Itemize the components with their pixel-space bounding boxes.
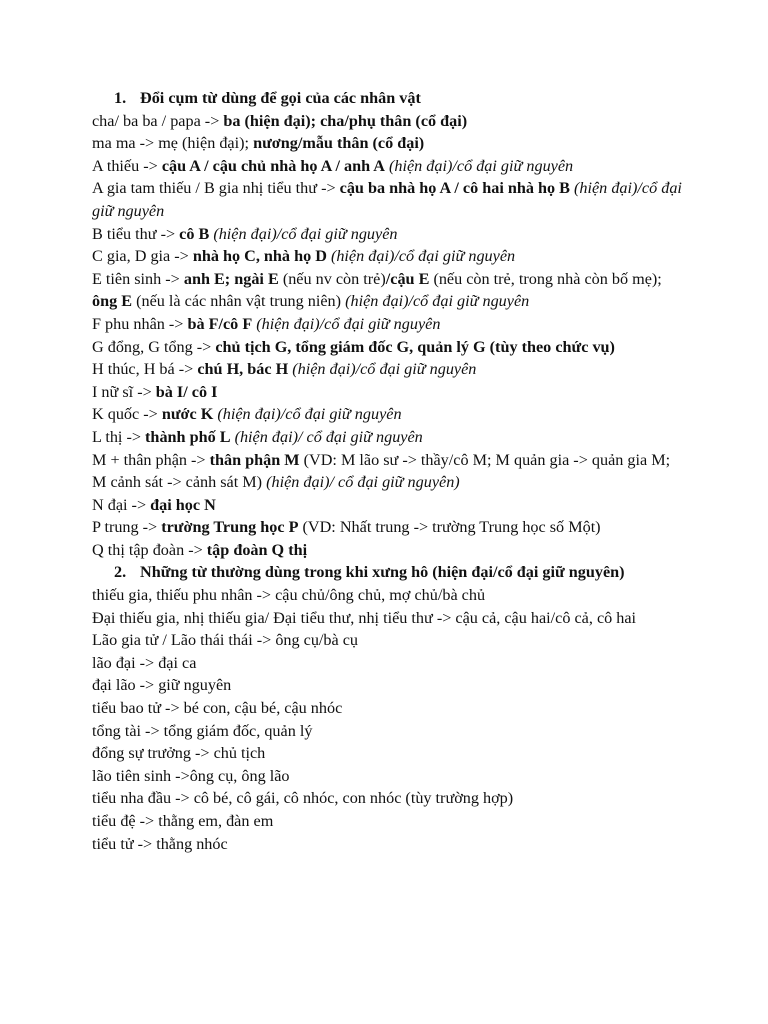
bold-text: bà F/cô F xyxy=(187,314,253,333)
plain-text: ma ma -> mẹ (hiện đại); xyxy=(92,134,254,153)
plain-text: cha/ ba ba / papa -> xyxy=(92,111,224,130)
plain-text: P trung -> xyxy=(92,518,162,537)
plain-text: (nếu nv còn trẻ) xyxy=(278,269,386,288)
plain-text: đổng sự trưởng -> chủ tịch xyxy=(92,744,266,763)
text-line xyxy=(92,110,682,133)
text-line xyxy=(92,810,682,833)
plain-text: (VD: Nhất trung -> trường Trung học số Một) xyxy=(298,518,601,537)
text-line xyxy=(92,155,682,178)
bold-text: nhà họ C, nhà họ D xyxy=(192,247,327,266)
text-line xyxy=(92,381,682,404)
text-line xyxy=(92,426,682,449)
plain-text: (nếu là các nhân vật trung niên) xyxy=(132,292,346,311)
bold-text: nương/mẫu thân (cổ đại) xyxy=(253,134,425,153)
bold-text: ông E xyxy=(92,292,133,311)
text-line xyxy=(92,132,682,155)
text-line xyxy=(92,403,682,426)
italic-text: (hiện đại)/cổ đại giữ nguyên xyxy=(292,360,477,379)
text-line xyxy=(92,268,682,313)
plain-text: (VD: M lão sư -> thầy/cô M; M quản gia -> quản gia M; M cảnh sát -> cảnh sát M) xyxy=(92,450,671,492)
text-line xyxy=(92,245,682,268)
bold-text: thành phố L xyxy=(145,427,231,446)
text-line xyxy=(92,539,682,562)
bold-text: chú H, bác H xyxy=(197,360,289,379)
text-line xyxy=(92,223,682,246)
plain-text: M + thân phận -> xyxy=(92,450,210,469)
bold-text: cô B xyxy=(179,224,210,243)
plain-text: Đại thiếu gia, nhị thiếu gia/ Đại tiểu thư, nhị tiểu thư -> cậu cả, cậu hai/cô cả, cô hai xyxy=(92,608,637,627)
plain-text: tiểu tử -> thằng nhóc xyxy=(92,834,228,853)
plain-text: E tiên sinh -> xyxy=(92,269,184,288)
plain-text: đại lão -> giữ nguyên xyxy=(92,676,232,695)
section-heading xyxy=(92,561,682,584)
plain-text: I nữ sĩ -> xyxy=(92,382,156,401)
text-line xyxy=(92,674,682,697)
plain-text: Lão gia tử / Lão thái thái -> ông cụ/bà cụ xyxy=(92,631,359,650)
text-line xyxy=(92,358,682,381)
bold-text: tập đoàn Q thị xyxy=(206,540,308,559)
text-line xyxy=(92,742,682,765)
bold-text: cậu ba nhà họ A / cô hai nhà họ B xyxy=(339,179,570,198)
text-line xyxy=(92,629,682,652)
text-line xyxy=(92,449,682,494)
bold-text: /cậu E xyxy=(385,269,430,288)
bold-text: anh E; ngài E xyxy=(183,269,279,288)
plain-text: N đại -> xyxy=(92,495,151,514)
section-heading xyxy=(92,87,682,110)
bold-text: cậu A / cậu chủ nhà họ A / anh A xyxy=(161,156,385,175)
italic-text: (hiện đại)/cổ đại giữ nguyên xyxy=(389,156,574,175)
section-heading-text: Đổi cụm từ dùng để gọi của các nhân vật xyxy=(140,89,421,107)
text-line xyxy=(92,697,682,720)
plain-text: B tiểu thư -> xyxy=(92,224,180,243)
text-line xyxy=(92,177,682,222)
text-line xyxy=(92,516,682,539)
plain-text: (nếu còn trẻ, trong nhà còn bố mẹ); xyxy=(429,269,662,288)
plain-text: A thiếu -> xyxy=(92,156,162,175)
italic-text: (hiện đại)/ cổ đại giữ nguyên xyxy=(234,427,423,446)
text-line xyxy=(92,652,682,675)
plain-text: tổng tài -> tổng giám đốc, quản lý xyxy=(92,721,313,740)
plain-text: lão tiên sinh ->ông cụ, ông lão xyxy=(92,766,290,785)
italic-text: (hiện đại)/cổ đại giữ nguyên xyxy=(345,292,530,311)
section-number: 2. xyxy=(114,563,127,582)
italic-text: (hiện đại)/cổ đại giữ nguyên xyxy=(92,179,682,220)
italic-text: (hiện đại)/cổ đại giữ nguyên xyxy=(256,314,441,333)
plain-text: thiếu gia, thiếu phu nhân -> cậu chủ/ông chủ, mợ chủ/bà chủ xyxy=(92,586,486,605)
italic-text: (hiện đại)/cổ đại giữ nguyên xyxy=(330,247,516,266)
plain-text: H thúc, H bá -> xyxy=(92,360,198,379)
bold-text: đại học N xyxy=(150,495,216,514)
plain-text: tiểu nha đầu -> cô bé, cô gái, cô nhóc, con nhóc (tùy trường hợp) xyxy=(92,789,514,808)
bold-text: trường Trung học P xyxy=(161,518,299,537)
plain-text: F phu nhân -> xyxy=(92,314,188,333)
plain-text: lão đại -> đại ca xyxy=(92,653,197,672)
bold-text: bà I/ cô I xyxy=(155,382,218,401)
text-line xyxy=(92,313,682,336)
plain-text: tiểu đệ -> thằng em, đàn em xyxy=(92,812,274,830)
plain-text: A gia tam thiếu / B gia nhị tiểu thư -> xyxy=(92,179,340,198)
bold-text: ba (hiện đại); cha/phụ thân (cổ đại) xyxy=(223,111,468,130)
text-line xyxy=(92,833,682,856)
text-line xyxy=(92,720,682,743)
text-line xyxy=(92,336,682,359)
bold-text: nước K xyxy=(161,405,214,424)
plain-text: L thị -> xyxy=(92,427,146,446)
plain-text: C gia, D gia -> xyxy=(92,247,193,266)
bold-text: thân phận M xyxy=(209,450,300,469)
section-number: 1. xyxy=(114,89,127,107)
section-heading-text: Những từ thường dùng trong khi xưng hô (hiện đại/cổ đại giữ nguyên) xyxy=(140,563,625,582)
plain-text: G đổng, G tổng -> xyxy=(92,337,216,356)
italic-text: (hiện đại)/cổ đại giữ nguyên xyxy=(217,405,402,424)
italic-text: (hiện đại)/cổ đại giữ nguyên xyxy=(213,224,398,243)
text-line xyxy=(92,494,682,517)
bold-text: chủ tịch G, tổng giám đốc G, quản lý G (tùy theo chức vụ) xyxy=(215,337,615,356)
plain-text: tiểu bao tử -> bé con, cậu bé, cậu nhóc xyxy=(92,699,343,718)
plain-text: K quốc -> xyxy=(92,405,162,424)
text-line xyxy=(92,787,682,810)
italic-text: (hiện đại)/ cổ đại giữ nguyên) xyxy=(266,473,460,492)
document-page xyxy=(92,87,682,855)
plain-text: Q thị tập đoàn -> xyxy=(92,540,207,559)
text-line xyxy=(92,584,682,607)
text-line xyxy=(92,765,682,788)
text-line xyxy=(92,607,682,630)
